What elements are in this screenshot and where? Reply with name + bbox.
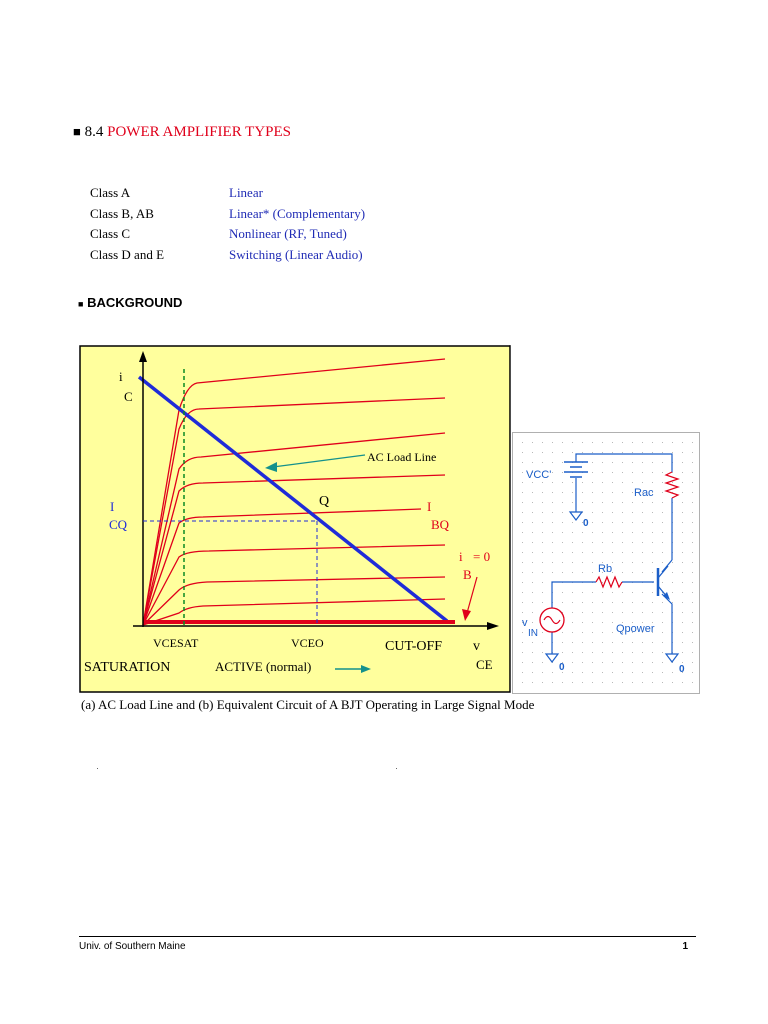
- class-description: Switching (Linear Audio): [229, 247, 363, 263]
- background-heading: [78, 295, 182, 310]
- page-number: 1: [682, 941, 688, 952]
- section-title: POWER AMPLIFIER TYPES: [107, 124, 292, 140]
- vin-label-in: IN: [528, 628, 538, 639]
- section-number: 8.4: [84, 124, 104, 140]
- ib0-label-eq: = 0: [473, 549, 491, 564]
- ground-label: 0: [559, 662, 565, 673]
- ibq-label-bq: BQ: [431, 517, 450, 532]
- icq-label-i: I: [110, 499, 115, 514]
- ic-label-i: i: [119, 369, 123, 384]
- ground-label: 0: [583, 518, 589, 529]
- ibq-label-i: I: [427, 499, 432, 514]
- class-name: Class C: [90, 226, 131, 242]
- ib0-label-b: B: [463, 567, 472, 582]
- equivalent-circuit-figure: [512, 432, 700, 694]
- vin-label-v: v: [522, 617, 528, 629]
- qpower-label: Qpower: [616, 623, 655, 635]
- vcesat-label: VCESAT: [153, 636, 199, 650]
- footer-institution: Univ. of Southern Maine: [79, 941, 186, 952]
- ac-load-line-label: AC Load Line: [367, 450, 437, 464]
- stray-dot: [97, 768, 98, 769]
- vceo-label: VCEO: [291, 636, 324, 650]
- vce-label-ce: CE: [476, 657, 493, 672]
- rb-label: Rb: [598, 563, 613, 575]
- figure-caption: (a) AC Load Line and (b) Equivalent Circuit of A BJT Operating in Large Signal Mode: [81, 697, 535, 712]
- icq-label-cq: CQ: [109, 517, 128, 532]
- ic-label-c: C: [124, 389, 133, 404]
- class-name: Class D and E: [90, 247, 165, 263]
- background-label: BACKGROUND: [87, 295, 183, 310]
- class-description: Nonlinear (RF, Tuned): [229, 226, 347, 242]
- class-description: Linear* (Complementary): [229, 205, 366, 221]
- vce-label-v: v: [473, 639, 480, 654]
- vcc-label: VCC': [526, 469, 552, 481]
- ac-load-line-figure: [79, 345, 511, 693]
- rac-label: Rac: [634, 487, 654, 499]
- cutoff-label: CUT-OFF: [385, 639, 443, 654]
- q-point-label: Q: [319, 494, 330, 509]
- saturation-label: SATURATION: [84, 660, 171, 675]
- stray-dot: [396, 768, 397, 769]
- footer-rule: [79, 936, 696, 937]
- ground-label: 0: [679, 664, 685, 675]
- class-description: Linear: [229, 185, 263, 200]
- heading-bullet: ■: [73, 124, 81, 139]
- background-bullet: ■: [78, 299, 84, 309]
- section-heading: [73, 124, 291, 141]
- active-label: ACTIVE (normal): [215, 659, 312, 674]
- ib0-label-i: i: [459, 549, 463, 564]
- class-name: Class A: [90, 185, 131, 200]
- class-name: Class B, AB: [90, 205, 154, 221]
